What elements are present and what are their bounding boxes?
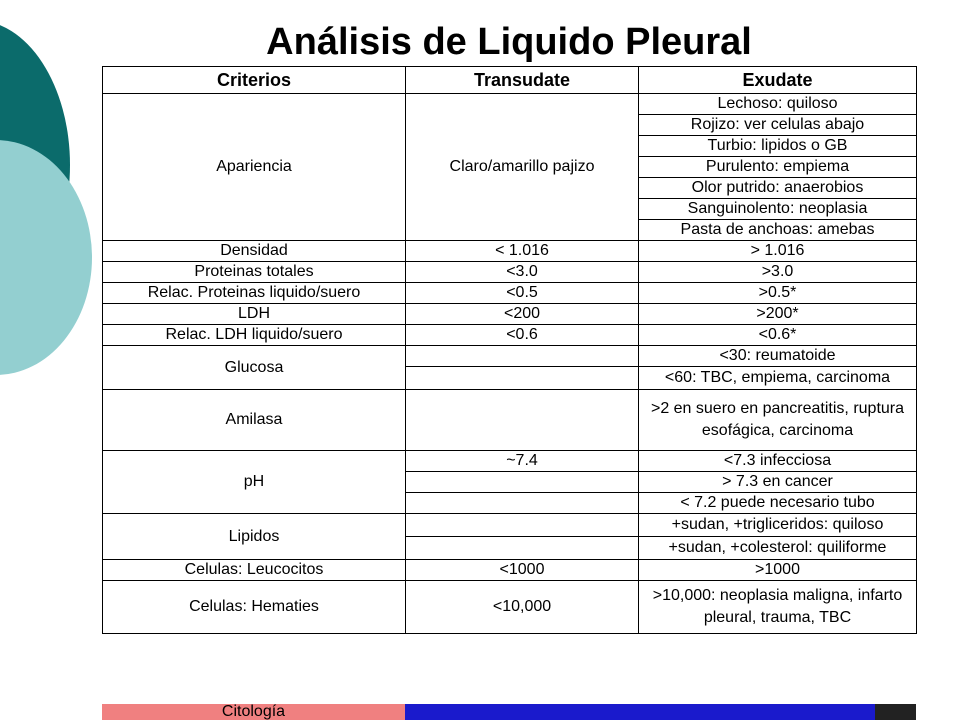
- row-label-ph: pH: [103, 451, 406, 514]
- row-label-amilasa: Amilasa: [103, 390, 406, 451]
- citologia-row-partial: [102, 704, 934, 720]
- exudate-apariencia-item: Rojizo: ver celulas abajo: [639, 115, 917, 136]
- row-label: Relac. Proteinas liquido/suero: [103, 283, 406, 304]
- exudate-glucosa-item: <30: reumatoide: [639, 346, 917, 367]
- header-transudate: Transudate: [406, 67, 639, 94]
- row-label-citologia: Citología: [102, 704, 405, 720]
- exudate-value: >3.0: [639, 262, 917, 283]
- exudate-ph-item: <7.3 infecciosa: [639, 451, 917, 472]
- exudate-lipidos-item: +sudan, +colesterol: quiliforme: [639, 537, 917, 560]
- transudate-value: < 1.016: [406, 241, 639, 262]
- transudate-empty: [406, 514, 639, 537]
- transudate-value: <0.6: [406, 325, 639, 346]
- exudate-ph-item: < 7.2 puede necesario tubo: [639, 493, 917, 514]
- decorative-circle-light: [0, 140, 92, 375]
- exudate-apariencia-item: Olor putrido: anaerobios: [639, 178, 917, 199]
- transudate-value: <0.5: [406, 283, 639, 304]
- row-label: LDH: [103, 304, 406, 325]
- table-row: [103, 304, 917, 325]
- transudate-value: <200: [406, 304, 639, 325]
- row-label: Proteinas totales: [103, 262, 406, 283]
- exudate-hematies: >10,000: neoplasia maligna, infarto pleural, trauma, TBC: [639, 581, 917, 634]
- table-row: [103, 346, 917, 367]
- table-row: [103, 94, 917, 115]
- row-label: Relac. LDH liquido/suero: [103, 325, 406, 346]
- header-criterios: Criterios: [103, 67, 406, 94]
- exudate-apariencia-item: Lechoso: quiloso: [639, 94, 917, 115]
- slide: [102, 18, 934, 720]
- row-label-hematies: Celulas: Hematies: [103, 581, 406, 634]
- transudate-ph: ~7.4: [406, 451, 639, 472]
- exudate-amilasa: >2 en suero en pancreatitis, ruptura esofágica, carcinoma: [639, 390, 917, 451]
- transudate-leucocitos: <1000: [406, 560, 639, 581]
- table-row: [103, 514, 917, 537]
- row-label-glucosa: Glucosa: [103, 346, 406, 390]
- exudate-apariencia-item: Turbio: lipidos o GB: [639, 136, 917, 157]
- exudate-apariencia-item: Pasta de anchoas: amebas: [639, 220, 917, 241]
- table-row: [103, 262, 917, 283]
- transudate-empty: [406, 472, 639, 493]
- slide-title: Análisis de Liquido Pleural: [266, 21, 752, 63]
- transudate-apariencia: Claro/amarillo pajizo: [406, 94, 639, 241]
- exudate-value: >200*: [639, 304, 917, 325]
- transudate-empty: [406, 367, 639, 390]
- exudate-ph-item: > 7.3 en cancer: [639, 472, 917, 493]
- exudate-value: <0.6*: [639, 325, 917, 346]
- table-row: [103, 325, 917, 346]
- exudate-lipidos-item: +sudan, +trigliceridos: quiloso: [639, 514, 917, 537]
- row-label-leucocitos: Celulas: Leucocitos: [103, 560, 406, 581]
- header-exudate: Exudate: [639, 67, 917, 94]
- transudate-value: <3.0: [406, 262, 639, 283]
- row-label: Densidad: [103, 241, 406, 262]
- table-row: [103, 560, 917, 581]
- exudate-value: > 1.016: [639, 241, 917, 262]
- citologia-dark-cell: [875, 704, 916, 720]
- header-row: [103, 67, 917, 94]
- exudate-leucocitos: >1000: [639, 560, 917, 581]
- transudate-hematies: <10,000: [406, 581, 639, 634]
- pleural-fluid-table: [102, 66, 917, 634]
- exudate-value: >0.5*: [639, 283, 917, 304]
- table-row: [103, 241, 917, 262]
- citologia-blue-cell: [405, 704, 875, 720]
- table-row: [103, 390, 917, 451]
- transudate-empty: [406, 537, 639, 560]
- exudate-apariencia-item: Purulento: empiema: [639, 157, 917, 178]
- exudate-glucosa-item: <60: TBC, empiema, carcinoma: [639, 367, 917, 390]
- table-row: [103, 581, 917, 634]
- transudate-empty: [406, 346, 639, 367]
- exudate-apariencia-item: Sanguinolento: neoplasia: [639, 199, 917, 220]
- transudate-empty: [406, 390, 639, 451]
- transudate-empty: [406, 493, 639, 514]
- row-label-lipidos: Lipidos: [103, 514, 406, 560]
- table-row: [103, 451, 917, 472]
- table-row: [103, 283, 917, 304]
- row-label-apariencia: Apariencia: [103, 94, 406, 241]
